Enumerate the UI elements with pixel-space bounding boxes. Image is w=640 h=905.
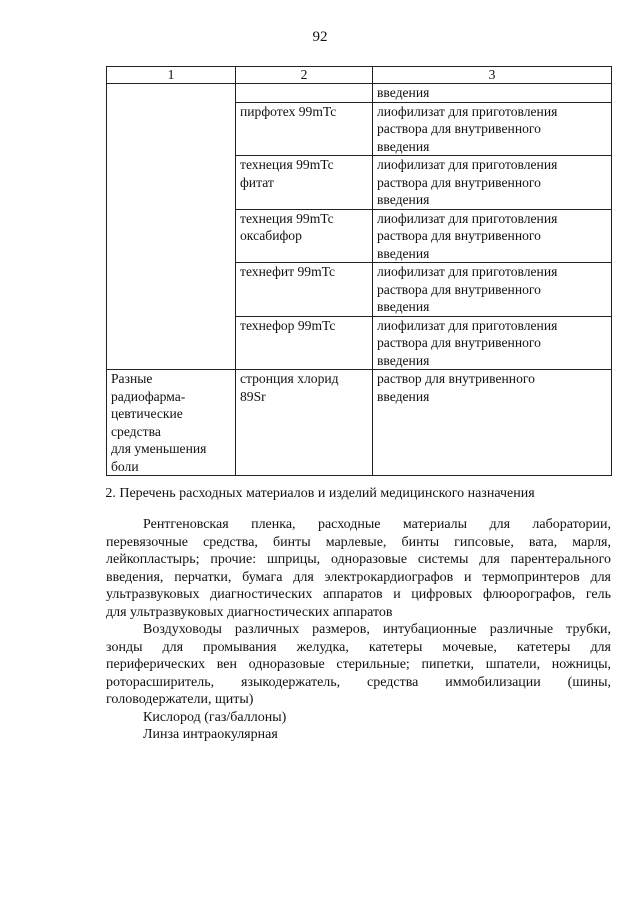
table-cell-col3 [373,263,612,317]
table-cell-col3 [373,370,612,476]
paragraph-line: роторасширитель, языкодержатель, средства иммобилизации (шины, [106,674,611,690]
column-header-1: 1 [107,67,236,84]
cell-text: раствора для внутривенного [377,281,541,297]
table-cell-col2 [236,263,373,317]
body-text [106,516,611,744]
cell-text: раствора для внутривенного [377,335,541,350]
cell-text: технефит 99mTc [240,264,336,279]
table-cell-col2 [236,84,373,103]
cell-text: технеция 99mTc [240,157,334,172]
cell-text: раствора для внутривенного [377,228,541,243]
cell-text: лиофилизат для приготовления [377,317,558,333]
table-cell-col2 [236,370,373,476]
paragraph-line: головодержатели, щиты) [106,692,254,707]
table-cell-col3 [373,102,612,156]
cell-text: лиофилизат для приготовления [377,264,558,279]
table-cell-col3 [373,209,612,263]
paragraph-line: Воздуховоды различных размеров, интубационные различные трубки, [143,622,611,637]
cell-text: технеция 99mTc [240,210,334,226]
column-header-2: 2 [236,67,373,84]
cell-text: технефор 99mTc [240,317,336,333]
cell-text: Разные [111,371,153,386]
table-cell-col2 [236,102,373,156]
cell-text: лиофилизат для приготовления [377,103,558,119]
cell-text: пирфотех 99mTc [240,103,337,119]
table-cell-col1 [107,370,236,476]
column-header-3: 3 [373,67,612,84]
list-line: Линза интраокулярная [143,727,278,742]
table-cell-col3 [373,84,612,103]
cell-text: лиофилизат для приготовления [377,157,558,172]
cell-text: фитат [240,174,274,190]
cell-text: 89Sr [240,388,266,404]
cell-text: боли [111,458,139,474]
paragraph-line: лейкопластырь; прочие: шприцы, одноразовые системы для парентерального [106,552,611,567]
cell-text: введения [377,245,430,261]
section-title: 2. Перечень расходных материалов и изделий медицинского назначения [105,486,535,501]
paragraph-line: Рентгеновская пленка, расходные материалы для лаборатории, [143,517,611,532]
paragraph [106,516,611,621]
page-number: 92 [312,29,328,45]
cell-text: раствор для внутривенного [377,371,535,386]
table-cell-col3 [373,316,612,370]
table-cell-col3 [373,156,612,210]
table-header-row [107,67,612,84]
table-row [107,84,612,103]
paragraph-line: для ультразвуковых диагностических аппаратов [106,604,393,620]
paragraph-line: введения, перчатки, бумага для электрокардиографов и термопринтеров для [106,569,611,585]
cell-text: введения [377,85,430,100]
table-cell-col1 [107,84,236,370]
cell-text: радиофарма- [111,388,186,404]
paragraph-line: зонды для промывания желудка, катетеры мочевые, катетеры для [106,639,611,655]
cell-text: оксабифор [240,228,302,243]
drug-table [106,66,612,476]
cell-text: введения [377,192,430,207]
cell-text: введения [377,388,430,404]
list-line: Кислород (газ/баллоны) [143,709,287,725]
table-cell-col2 [236,156,373,210]
table-cell-col2 [236,209,373,263]
cell-text: введения [377,299,430,314]
table-cell-col2 [236,316,373,370]
cell-text: для уменьшения [111,441,207,456]
paragraph-line: ультразвуковых диагностических аппаратов и цифровых флюорографов, гель [106,587,611,602]
cell-text: введения [377,352,430,368]
paragraph-line: перевязочные средства, бинты марлевые, бинты гипсовые, вата, марля, [106,534,611,550]
cell-text: введения [377,138,430,154]
cell-text: средства [111,423,161,439]
paragraph [106,621,611,709]
paragraph-line: периферических вен одноразовые стерильные; пипетки, шпатели, ножницы, [106,657,611,672]
cell-text: раствора для внутривенного [377,121,541,136]
cell-text: раствора для внутривенного [377,174,541,190]
cell-text: лиофилизат для приготовления [377,210,558,226]
cell-text: цевтические [111,406,183,421]
table-row [107,370,612,476]
cell-text: стронция хлорид [240,371,339,386]
